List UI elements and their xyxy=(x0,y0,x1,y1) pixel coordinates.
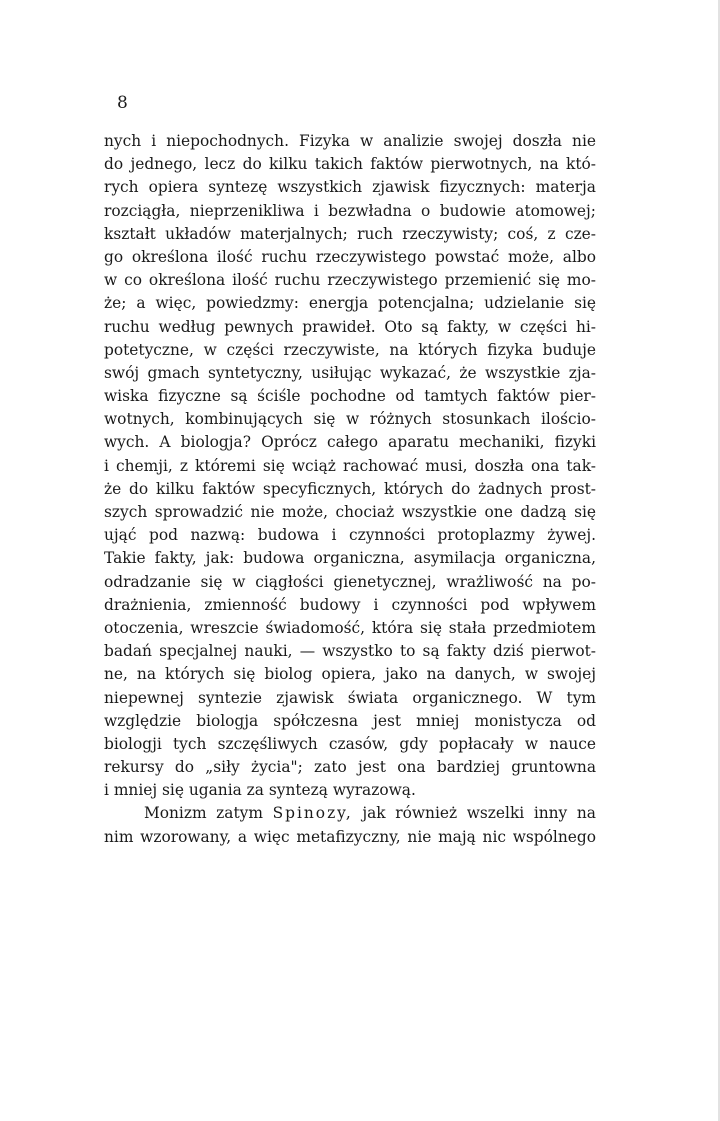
text-line: wotnych, kombinujących się w różnych stosunkach ilościo- xyxy=(104,410,596,429)
text-line: szych sprowadzić nie może, chociaż wszystkie one dadzą się xyxy=(104,503,596,521)
text-line: badań specjalnej nauki, — wszystko to są fakty dziś pierwot- xyxy=(104,642,596,661)
text-line: i mniej się ugania za syntezą wyrazową. xyxy=(104,781,416,800)
text-line: że; a więc, powiedzmy: energja potencjalna; udzielanie się xyxy=(104,294,596,313)
text-line: wiska fizyczne są ściśle pochodne od tamtych faktów pier- xyxy=(104,387,596,406)
text-line: ująć pod nazwą: budowa i czynności protoplazmy żywej. xyxy=(104,526,596,545)
text-line: potetyczne, w części rzeczywiste, na których fizyka buduje xyxy=(104,340,596,359)
text-line: swój gmach syntetyczny, usiłując wykazać, że wszystkie zja- xyxy=(104,363,596,382)
page-number: 8 xyxy=(117,93,128,113)
text-line: w co określona ilość ruchu rzeczywistego przemienić się mo- xyxy=(104,271,596,290)
emphasized-name: Spinozy, xyxy=(272,804,353,823)
text-line: rych opiera syntezę wszystkich zjawisk fizycznych: materja xyxy=(104,178,596,197)
text-line: nych i niepochodnych. Fizyka w analizie swojej doszła nie xyxy=(104,132,596,150)
text-line xyxy=(104,802,596,825)
text-line: otoczenia, wreszcie świadomość, która się stała przedmiotem xyxy=(104,618,596,637)
text-line: Takie fakty, jak: budowa organiczna, asymilacja organiczna, xyxy=(104,549,596,568)
text-fragment: Monizm zatym xyxy=(144,804,263,823)
text-line: ruchu według pewnych prawideł. Oto są fakty, w części hi- xyxy=(104,317,596,336)
text-line: niepewnej syntezie zjawisk świata organicznego. W tym xyxy=(104,688,596,707)
text-line: wych. A biologja? Oprócz całego aparatu mechaniki, fizyki xyxy=(104,433,596,452)
text-line: odradzanie się w ciągłości gienetycznej, wrażliwość na po- xyxy=(104,572,596,591)
text-line: do jednego, lecz do kilku takich faktów pierwotnych, na któ- xyxy=(104,155,596,174)
text-line: i chemji, z któremi się wciąż rachować musi, doszła ona tak- xyxy=(104,456,596,475)
text-line: względzie biologja spółczesna jest mniej monistycza od xyxy=(104,711,596,730)
paragraph-2 xyxy=(104,802,596,848)
text-line: go określona ilość ruchu rzeczywistego powstać może, albo xyxy=(104,247,596,266)
text-line: rekursy do „siły życia"; zato jest ona bardziej gruntowna xyxy=(104,758,596,777)
paragraph-1 xyxy=(104,130,596,802)
text-line: drażnienia, zmienność budowy i czynności pod wpływem xyxy=(104,595,596,614)
text-line: ne, na których się biolog opiera, jako na danych, w swojej xyxy=(104,665,596,684)
text-line: że do kilku faktów specyficznych, których do żadnych prost- xyxy=(104,479,596,498)
text-line: nim wzorowany, a więc metafizyczny, nie mają nic wspólnego xyxy=(104,827,596,846)
body-text xyxy=(104,130,596,849)
text-line: biologji tych szczęśliwych czasów, gdy popłacały w nauce xyxy=(104,734,596,753)
text-fragment: jak również wszelki inny na xyxy=(362,804,596,823)
text-line: kształt układów materjalnych; ruch rzeczywisty; coś, z cze- xyxy=(104,224,596,243)
text-line: rozciągła, nieprzenikliwa i bezwładna o budowie atomowej; xyxy=(104,201,596,220)
